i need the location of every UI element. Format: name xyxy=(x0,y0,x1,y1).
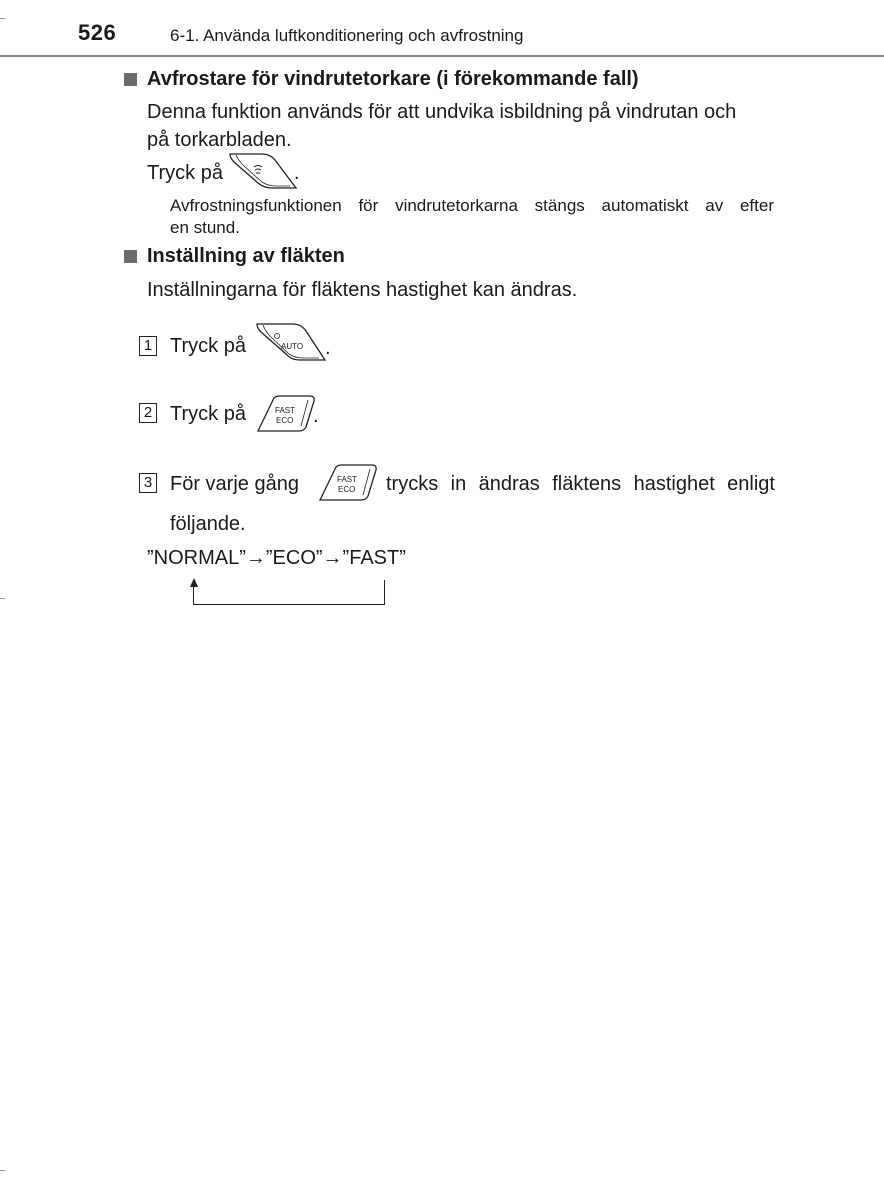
eco-label: ECO xyxy=(338,485,356,494)
square-bullet-icon xyxy=(124,250,137,263)
fast-eco-button-icon xyxy=(318,463,380,503)
running-head: 6-1. Använda luftkonditionering och avfrostning xyxy=(170,26,524,45)
wiper-deicer-button-icon xyxy=(228,152,298,192)
arrow-up-icon xyxy=(190,578,198,587)
auto-label: AUTO xyxy=(281,342,304,351)
step-text: Tryck på xyxy=(170,403,246,425)
crop-mark xyxy=(0,18,5,19)
note-line: en stund. xyxy=(170,218,240,237)
press-instruction: Tryck på xyxy=(147,162,223,184)
step-text: Tryck på xyxy=(170,335,246,357)
period: . xyxy=(325,337,331,359)
step-number: 3 xyxy=(139,473,157,493)
header-rule xyxy=(0,55,884,57)
square-bullet-icon xyxy=(124,73,137,86)
step-number: 1 xyxy=(139,336,157,356)
note-line: Avfrostningsfunktionen för vindrutetorkarna stängs automatiskt av efter xyxy=(170,196,774,215)
step-text: För varje gång xyxy=(170,473,299,495)
body-line: Denna funktion används för att undvika isbildning på vindrutan och xyxy=(147,101,737,123)
crop-mark xyxy=(0,598,5,599)
period: . xyxy=(294,162,300,184)
section-heading-fan-setting: Inställning av fläkten xyxy=(147,245,345,267)
step-number: 2 xyxy=(139,403,157,423)
page-number: 526 xyxy=(78,20,117,45)
fast-label: FAST xyxy=(275,406,296,415)
crop-mark xyxy=(0,1170,5,1171)
body-line: på torkarbladen. xyxy=(147,129,292,151)
eco-label: ECO xyxy=(276,416,294,425)
section-heading-wiper-deicer: Avfrostare för vindrutetorkare (i förekommande fall) xyxy=(147,68,639,90)
fast-label: FAST xyxy=(337,475,358,484)
fast-eco-button-icon xyxy=(256,394,318,434)
step-text-continuation: följande. xyxy=(170,513,246,535)
cycle-return-line xyxy=(193,580,385,605)
period: . xyxy=(313,405,319,427)
fan-speed-cycle: ”NORMAL”→”ECO”→”FAST” xyxy=(147,547,406,569)
auto-button-icon xyxy=(255,322,327,364)
body-text: Inställningarna för fläktens hastighet kan ändras. xyxy=(147,279,578,301)
step-text: trycks in ändras fläktens hastighet enligt xyxy=(386,473,775,495)
